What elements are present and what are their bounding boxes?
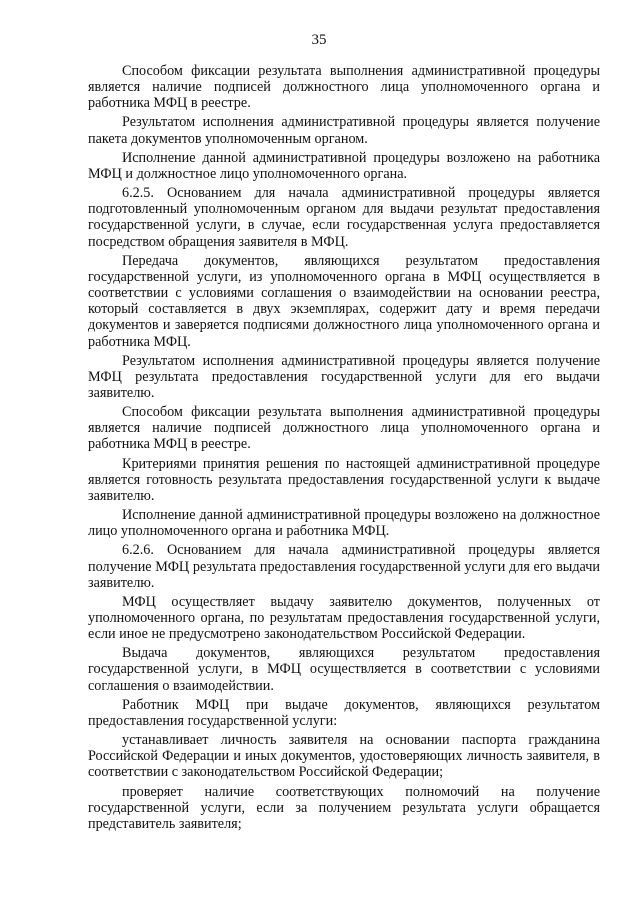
paragraph: 6.2.5. Основанием для начала административной процедуры является подготовленный уполномоченным органом для выдачи результат предоставления государственной услуги, в случае, если государственная услуга предоставляется посредством обращения заявителя в МФЦ. [88,185,600,250]
paragraph: устанавливает личность заявителя на основании паспорта гражданина Российской Федерации и иных документов, удостоверяющих личность заявителя, в соответствии с законодательством Российской Федерации; [88,732,600,781]
paragraph: Передача документов, являющихся результатом предоставления государственной услуги, из уполномоченного органа в МФЦ осуществляется в соответствии с условиями соглашения о взаимодействии на основании реестра, который составляется в двух экземплярах, содержит дату и время передачи документов и заверяется подписями должностного лица уполномоченного органа и работника МФЦ. [88,252,600,350]
paragraph: Результатом исполнения административной процедуры является получение МФЦ результата предоставления государственной услуги для его выдачи заявителю. [88,352,600,401]
paragraph: проверяет наличие соответствующих полномочий на получение государственной услуги, если за получением результата услуги обращается представитель заявителя; [88,783,600,832]
paragraph: 6.2.6. Основанием для начала административной процедуры является получение МФЦ результата предоставления государственной услуги для его выдачи заявителю. [88,542,600,591]
paragraph: Способом фиксации результата выполнения административной процедуры является наличие подписей должностного лица уполномоченного органа и работника МФЦ в реестре. [88,404,600,453]
paragraph: Исполнение данной административной процедуры возложено на работника МФЦ и должностное лицо уполномоченного органа. [88,149,600,182]
paragraph: Исполнение данной административной процедуры возложено на должностное лицо уполномоченного органа и работника МФЦ. [88,507,600,540]
paragraph: Критериями принятия решения по настоящей административной процедуре является готовность результата предоставления государственной услуги к выдаче заявителю. [88,455,600,504]
page-number: 35 [311,32,327,48]
document-body [88,63,600,832]
paragraph: Способом фиксации результата выполнения административной процедуры является наличие подписей должностного лица уполномоченного органа и работника МФЦ в реестре. [88,63,600,112]
paragraph: МФЦ осуществляет выдачу заявителю документов, полученных от уполномоченного органа, по результатам предоставления государственной услуги, если иное не предусмотрено законодательством Российской Федерации. [88,593,600,643]
paragraph: Результатом исполнения административной процедуры является получение пакета документов уполномоченным органом. [88,114,600,147]
paragraph: Выдача документов, являющихся результатом предоставления государственной услуги, в МФЦ осуществляется в соответствии с условиями соглашения о взаимодействии. [88,645,600,694]
paragraph: Работник МФЦ при выдаче документов, являющихся результатом предоставления государственной услуги: [88,696,600,729]
